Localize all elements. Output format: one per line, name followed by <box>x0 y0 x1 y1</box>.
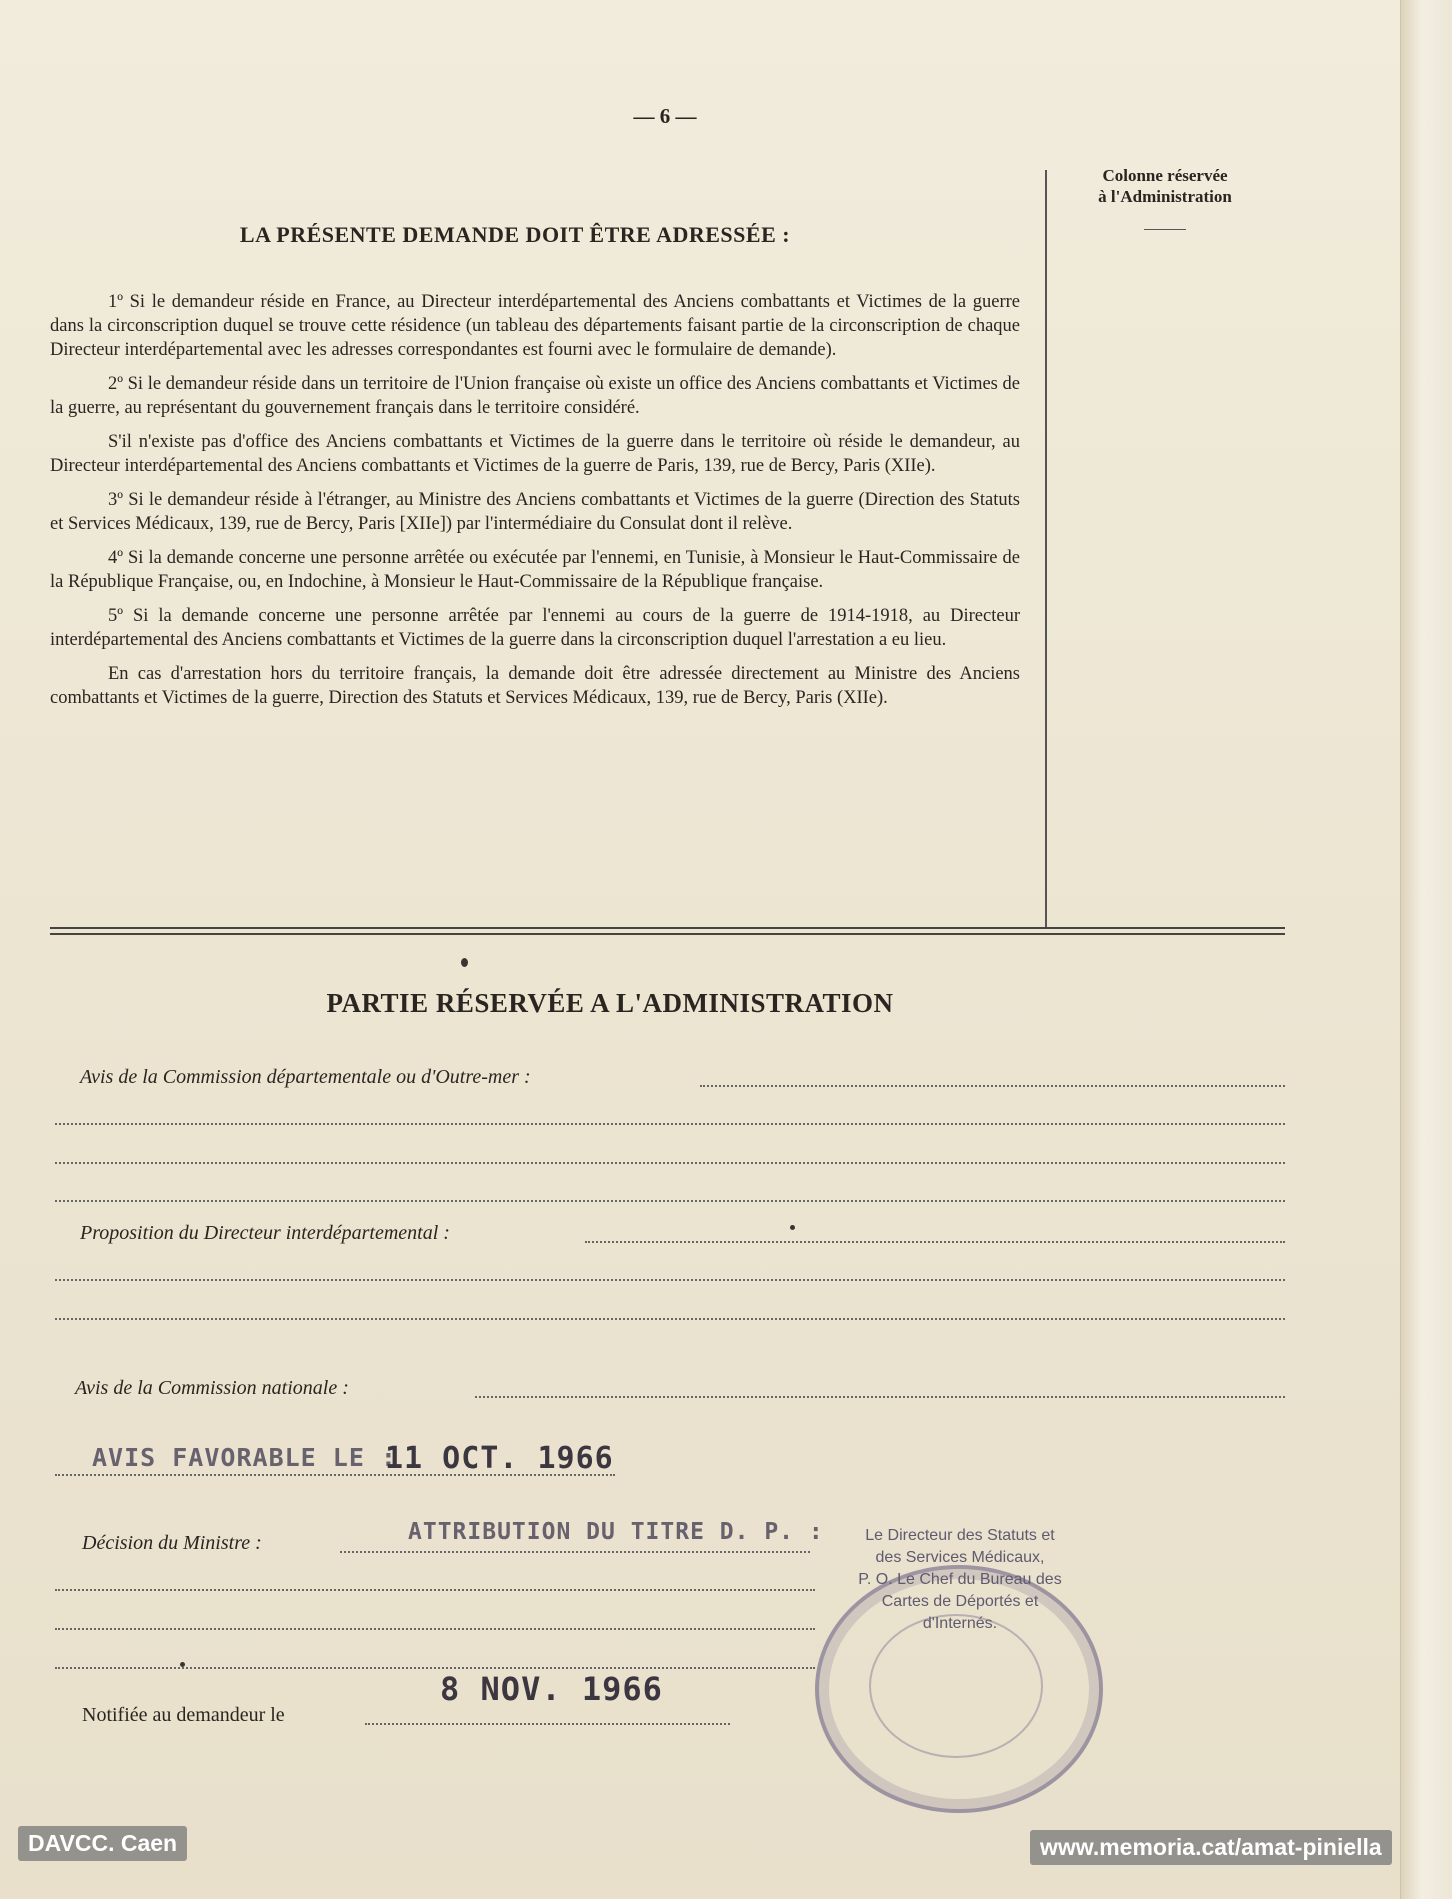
ink-speck <box>461 958 468 967</box>
column-note-line1: Colonne réservée <box>1102 166 1228 185</box>
signature-line-2: des Services Médicaux, <box>875 1549 1045 1566</box>
column-note-line2: à l'Administration <box>1098 187 1232 206</box>
instructions-heading: LA PRÉSENTE DEMANDE DOIT ÊTRE ADRESSÉE : <box>239 222 791 247</box>
dotted-line <box>55 1123 1285 1125</box>
dotted-line <box>340 1551 810 1553</box>
signature-line-1: Le Directeur des Statuts et <box>865 1527 1055 1544</box>
dotted-line <box>55 1628 815 1630</box>
section-divider <box>50 927 1285 935</box>
instruction-paragraph-7: En cas d'arrestation hors du territoire français, la demande doit être adressée directement au Ministre des Anciens combattants et Victimes de la guerre, Direction des Statuts et Services Médicaux, 139, rue de Bercy, Paris (XIIe). <box>50 664 1020 708</box>
dotted-line <box>475 1396 1285 1398</box>
seal-inner-ring <box>869 1614 1043 1758</box>
next-page-edge <box>1400 0 1452 1899</box>
dotted-line <box>55 1667 815 1669</box>
page-number: — 6 — <box>633 104 697 128</box>
archive-watermark-left: DAVCC. Caen <box>18 1826 187 1861</box>
dotted-line <box>365 1723 730 1725</box>
signature-line-3: P. O. Le Chef du Bureau des <box>858 1571 1062 1588</box>
dotted-line <box>700 1085 1285 1087</box>
ink-speck <box>180 1662 185 1667</box>
avis-favorable-stamp: AVIS FAVORABLE LE : <box>92 1443 397 1472</box>
column-divider <box>1045 170 1047 928</box>
dotted-line <box>55 1200 1285 1202</box>
instruction-paragraph-2: 2º Si le demandeur réside dans un territoire de l'Union française où existe un office des Anciens combattants et Victimes de la guerre, au représentant du gouvernement français dans le territoire considéré. <box>50 374 1020 418</box>
notification-date-stamp: 8 NOV. 1966 <box>440 1670 663 1708</box>
dotted-line <box>585 1241 1285 1243</box>
proposition-directeur-label: Proposition du Directeur interdépartemental : <box>80 1222 450 1244</box>
dotted-line <box>55 1474 615 1476</box>
dotted-line <box>55 1162 1285 1164</box>
dotted-line <box>55 1279 1285 1281</box>
avis-date-stamp: 11 OCT. 1966 <box>385 1441 614 1476</box>
admin-heading: PARTIE RÉSERVÉE A L'ADMINISTRATION <box>326 988 894 1018</box>
signature-block <box>815 1525 1105 1635</box>
instruction-paragraph-3: S'il n'existe pas d'office des Anciens combattants et Victimes de la guerre dans le territoire où réside le demandeur, au Directeur interdépartemental des Anciens combattants et Victimes de la guerre de Paris, 139, rue de Bercy, Paris (XIIe). <box>50 432 1020 476</box>
avis-commission-departementale-label: Avis de la Commission départementale ou d'Outre-mer : <box>80 1066 531 1088</box>
instruction-paragraph-6: 5º Si la demande concerne une personne arrêtée par l'ennemi au cours de la guerre de 1914-1918, au Directeur interdépartemental des Anciens combattants et Victimes de la guerre dans la circonscription duquel l'arrestation a eu lieu. <box>50 606 1020 650</box>
signature-line-5: d'Internés. <box>922 1615 998 1632</box>
notifiee-label: Notifiée au demandeur le <box>82 1704 285 1726</box>
instruction-paragraph-5: 4º Si la demande concerne une personne arrêtée ou exécutée par l'ennemi, en Tunisie, à Monsieur le Haut-Commissaire de la République Française, ou, en Indochine, à Monsieur le Haut-Commissaire de la République française. <box>50 548 1020 592</box>
avis-commission-nationale-label: Avis de la Commission nationale : <box>75 1377 349 1399</box>
admin-column-note <box>1060 165 1270 230</box>
dotted-line <box>55 1318 1285 1320</box>
instruction-paragraph-1: 1º Si le demandeur réside en France, au Directeur interdépartemental des Anciens combattants et Victimes de la guerre dans la circonscription duquel se trouve cette résidence (un tableau des départements faisant partie de la circonscription de chaque Directeur interdépartemental avec les adresses correspondantes est fourni avec le formulaire de demande). <box>50 292 1020 360</box>
signature-line-4: Cartes de Déportés et <box>881 1593 1039 1610</box>
ink-speck <box>790 1225 795 1230</box>
instructions-body <box>50 290 1020 720</box>
decision-ministre-label: Décision du Ministre : <box>82 1532 262 1554</box>
archive-watermark-right: www.memoria.cat/amat-piniella <box>1030 1830 1392 1865</box>
column-note-dash <box>1144 229 1186 230</box>
instruction-paragraph-4: 3º Si le demandeur réside à l'étranger, au Ministre des Anciens combattants et Victimes de la guerre (Direction des Statuts et Services Médicaux, 139, rue de Bercy, Paris [XIIe]) par l'intermédiaire du Consulat dont il relève. <box>50 490 1020 534</box>
attribution-titre-stamp: ATTRIBUTION DU TITRE D. P. : <box>408 1519 824 1545</box>
dotted-line <box>55 1589 815 1591</box>
